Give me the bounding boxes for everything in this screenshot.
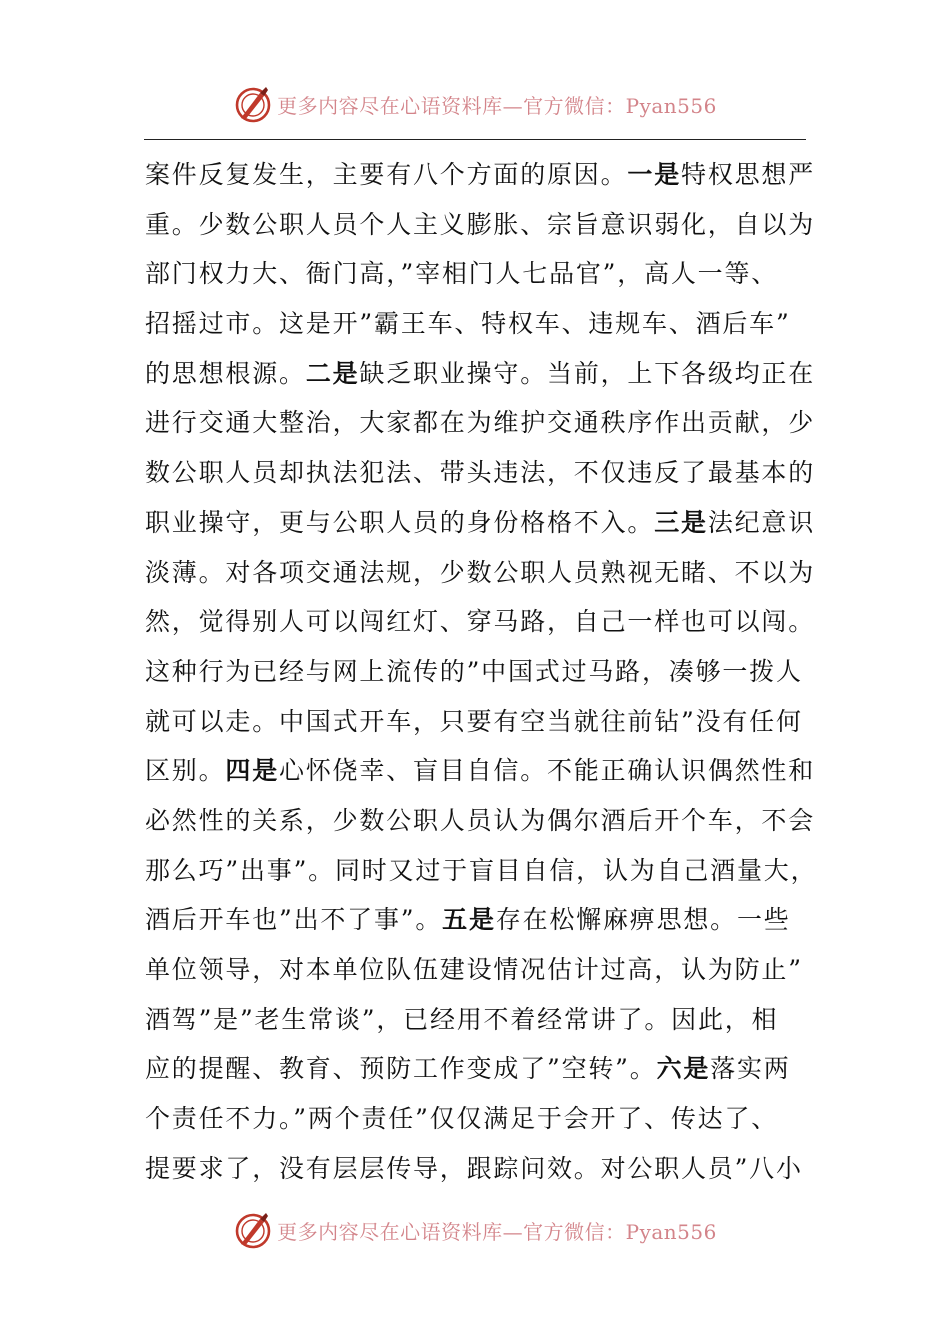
line-text: 酒后开车也”出不了事”。	[145, 905, 443, 935]
point-marker: 六是	[656, 1054, 711, 1084]
line-text: 职业操守，更与公职人员的身份格格不入。	[145, 507, 655, 537]
line-text: 单位领导，对本单位队伍建设情况估计过高，认为防止”	[145, 955, 803, 984]
line-text: 的思想根源。	[145, 358, 306, 388]
header-watermark	[0, 82, 950, 126]
point-marker: 四是	[225, 756, 280, 786]
line-text: 缺乏职业操守。当前，上下各级均正在	[359, 358, 816, 388]
body-line	[145, 398, 825, 448]
body-line	[145, 200, 825, 250]
line-text: 个责任不力。”两个责任”仅仅满足于会开了、传达了、	[145, 1104, 779, 1134]
line-text: 特权思想严	[681, 160, 816, 189]
line-text: 区别。	[145, 756, 226, 786]
body-line	[145, 846, 825, 896]
footer-watermark	[0, 1208, 950, 1252]
line-text: 重。少数公职人员个人主义膨胀、宗旨意识弱化，自以为	[145, 209, 816, 239]
body-line	[145, 1094, 825, 1144]
body-line	[145, 1144, 825, 1194]
body-line	[145, 895, 825, 945]
body-line	[145, 498, 825, 548]
body-line	[145, 746, 825, 796]
body-line	[145, 150, 825, 200]
point-marker: 五是	[442, 905, 496, 935]
header-watermark-text: 更多内容尽在心语资料库—官方微信：Pyan556	[277, 93, 717, 118]
line-text: 应的提醒、教育、预防工作变成了”空转”。	[145, 1054, 657, 1084]
line-text: 那么巧”出事”。同时又过于盲目自信，认为自己酒量大，	[145, 855, 818, 885]
line-text: 法纪意识	[707, 507, 816, 537]
body-line	[145, 448, 825, 498]
line-text: 招摇过市。这是开”霸王车、特权车、违规车、酒后车”	[145, 309, 791, 339]
footer-watermark-text: 更多内容尽在心语资料库—官方微信：Pyan556	[277, 1219, 717, 1244]
body-line	[145, 647, 825, 697]
header-divider	[144, 139, 806, 140]
body-line	[145, 796, 825, 846]
line-text: 淡薄。对各项交通法规，少数公职人员熟视无睹、不以为	[145, 557, 816, 587]
body-line	[145, 1044, 825, 1094]
pen-logo-icon	[233, 84, 273, 124]
body-line	[145, 995, 825, 1045]
point-marker: 一是	[627, 160, 682, 189]
line-text: 部门权力大、衙门高，”宰相门人七品官”，高人一等、	[145, 259, 779, 289]
body-line	[145, 697, 825, 747]
line-text: 存在松懈麻痹思想。一些	[495, 905, 791, 935]
line-text: 必然性的关系，少数公职人员认为偶尔酒后开个车，不会	[145, 805, 816, 835]
body-line	[145, 597, 825, 647]
line-text: 提要求了，没有层层传导，跟踪问效。对公职人员”八小	[145, 1153, 803, 1183]
body-line	[145, 349, 825, 399]
body-text	[145, 150, 825, 1193]
body-line	[145, 548, 825, 598]
body-line	[145, 299, 825, 349]
line-text: 进行交通大整治，大家都在为维护交通秩序作出贡献，少	[145, 408, 816, 438]
line-text: 就可以走。中国式开车，只要有空当就往前钻”没有任何	[145, 706, 803, 736]
point-marker: 三是	[654, 507, 708, 537]
line-text: 案件反复发生，主要有八个方面的原因。	[145, 160, 628, 189]
line-text: 心怀侥幸、盲目自信。不能正确认识偶然性和	[279, 756, 816, 786]
point-marker: 二是	[305, 358, 360, 388]
line-text: 然，觉得别人可以闯红灯、穿马路，自己一样也可以闯。	[145, 607, 816, 637]
body-line	[145, 249, 825, 299]
line-text: 数公职人员却执法犯法、带头违法，不仅违反了最基本的	[145, 458, 816, 488]
line-text: 落实两	[710, 1054, 791, 1084]
line-text: 酒驾”是”老生常谈”，已经用不着经常讲了。因此，相	[145, 1004, 779, 1034]
line-text: 这种行为已经与网上流传的”中国式过马路，凑够一拨人	[145, 656, 803, 686]
body-line	[145, 945, 825, 995]
pen-logo-icon	[233, 1210, 273, 1250]
